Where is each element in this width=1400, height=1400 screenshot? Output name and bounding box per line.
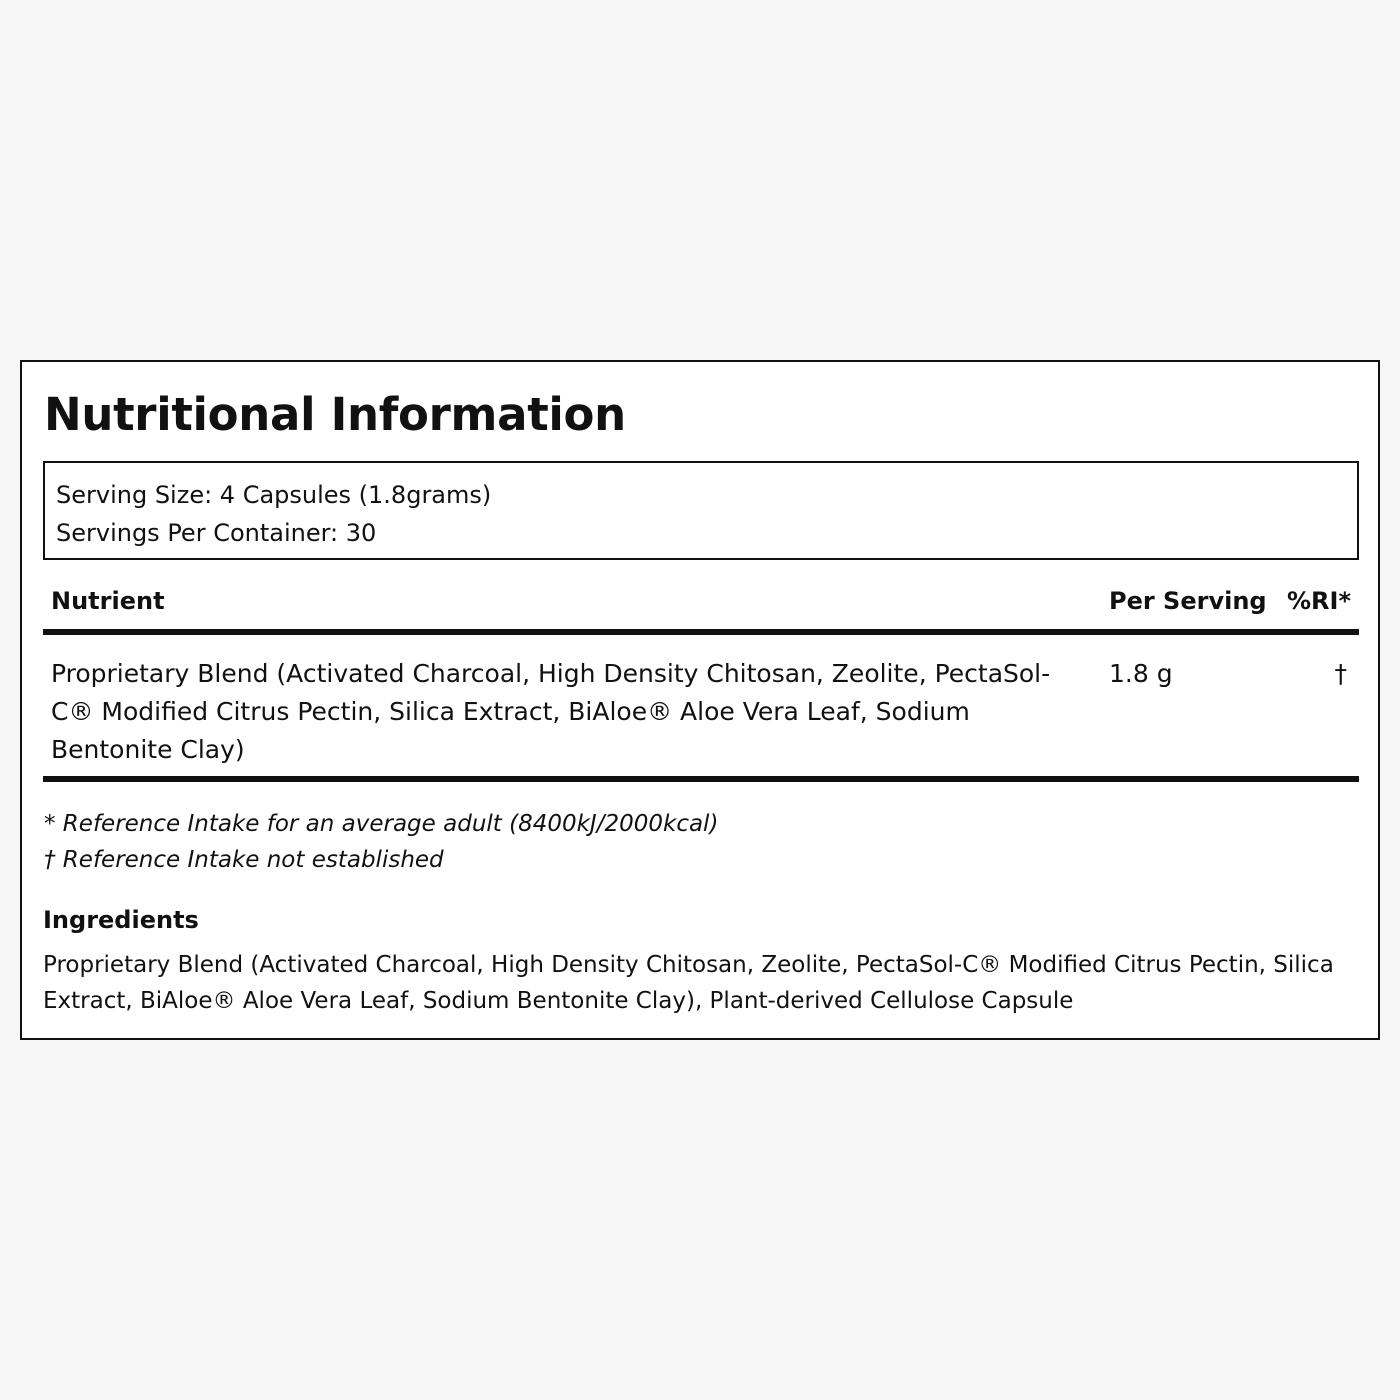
table-header [43,583,1359,635]
nutrient-ri: † [1334,659,1347,688]
nutrition-label-card [20,360,1380,1040]
header-ri: %RI* [1286,587,1351,615]
footnote-ri-not-established: † Reference Intake not established [44,847,444,873]
nutrient-name: Proprietary Blend (Activated Charcoal, High Density Chitosan, Zeolite, PectaSol-C® Modified Citrus Pectin, Silica Extract, BiAloe® Aloe Vera Leaf, Sodium Bentonite Clay) [51,659,1051,764]
ingredients-text: Proprietary Blend (Activated Charcoal, High Density Chitosan, Zeolite, PectaSol-C® Modified Citrus Pectin, Silica Extract, BiAloe® Aloe Vera Leaf, Sodium Bentonite Clay), Plant-derived Cellulose Capsule [43,952,1334,1014]
servings-per-container: Servings Per Container: 30 [56,519,377,547]
serving-info-box [43,461,1359,560]
footnotes [44,806,718,878]
ingredients-heading: Ingredients [43,906,199,934]
label-title: Nutritional Information [44,388,626,441]
serving-size: Serving Size: 4 Capsules (1.8grams) [56,481,492,509]
nutrient-table [43,583,1359,782]
header-nutrient: Nutrient [51,587,165,615]
nutrient-per-serving: 1.8 g [1109,659,1173,688]
footnote-ri-adult: * Reference Intake for an average adult (8400kJ/2000kcal) [44,811,719,837]
header-per-serving: Per Serving [1109,587,1267,615]
table-row [43,635,1359,782]
